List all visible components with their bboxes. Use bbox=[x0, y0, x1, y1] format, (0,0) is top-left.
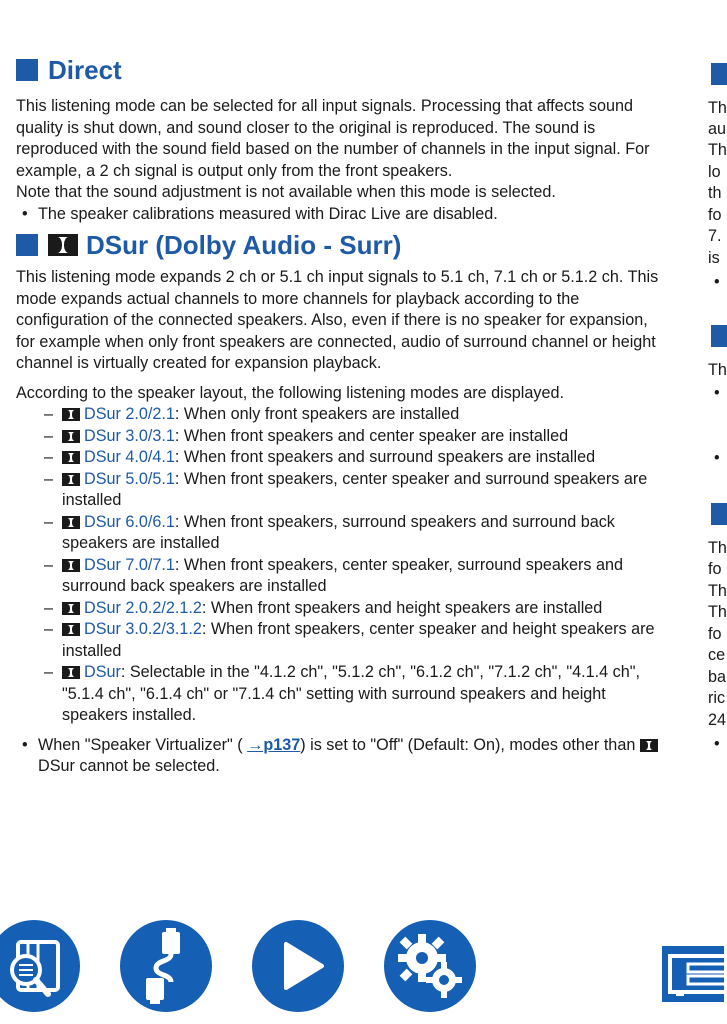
mode-name[interactable]: DSur 2.0.2/2.1.2 bbox=[84, 598, 202, 617]
dsur-title: DSur (Dolby Audio - Surr) bbox=[86, 230, 402, 260]
fragment-text: ric bbox=[708, 689, 726, 707]
mode-name[interactable]: DSur 3.0.2/3.1.2 bbox=[84, 620, 202, 638]
dolby-logo-icon bbox=[62, 451, 80, 464]
heading-square-icon bbox=[16, 234, 38, 256]
fragment-text: 24 bbox=[708, 711, 727, 729]
fragment-text: 7. bbox=[708, 227, 722, 245]
fragment-text: Th bbox=[708, 582, 727, 600]
mode-desc: : Selectable in the "4.1.2 ch", "5.1.2 ch", "6.1.2 ch", "7.1.2 ch", "4.1.4 ch", "5.1.4 ch", "6.1.4 ch" or "7.1.4 ch" setting with surround speakers and height speakers installed. bbox=[62, 663, 640, 724]
fragment-text: fo bbox=[708, 206, 722, 224]
fragment-text: au bbox=[708, 120, 727, 138]
heading-square-icon bbox=[711, 325, 727, 347]
fragment-text: • bbox=[714, 735, 720, 753]
mode-desc: : When front speakers, center speaker, surround speakers and surround back speakers are installed bbox=[62, 555, 623, 595]
manual-search-icon bbox=[0, 920, 80, 1012]
dolby-logo-icon bbox=[640, 739, 658, 752]
fragment-text: is bbox=[708, 249, 720, 267]
direct-note: Note that the sound adjustment is not available when this mode is selected. bbox=[16, 183, 556, 201]
mode-name[interactable]: DSur 3.0/3.1 bbox=[84, 426, 175, 445]
heading-square-icon bbox=[711, 63, 727, 85]
mode-item bbox=[44, 469, 666, 512]
direct-body: This listening mode can be selected for all input signals. Processing that affects sound quality is shut down, and sound closer to the original is reproduced. The sound is reproduced with the sound field based on the number of channels in the input signal. For example, a 2 ch signal is output only from the front speakers. bbox=[16, 97, 650, 180]
fragment-text: Th bbox=[708, 361, 727, 379]
settings-button[interactable] bbox=[384, 920, 476, 1012]
main-column bbox=[16, 54, 666, 778]
playback-button[interactable] bbox=[252, 920, 344, 1012]
mode-item bbox=[44, 426, 666, 448]
note-text: ) is set to "Off" (Default: On), modes other than bbox=[300, 735, 640, 754]
note-text: DSur cannot be selected. bbox=[38, 757, 220, 775]
dolby-logo-icon bbox=[62, 430, 80, 443]
fragment-text: th bbox=[708, 184, 722, 202]
mode-desc: : When front speakers, center speaker and height speakers are installed bbox=[62, 620, 655, 660]
play-icon bbox=[252, 920, 344, 1012]
virtualizer-note bbox=[16, 735, 666, 778]
mode-name[interactable]: DSur bbox=[84, 663, 121, 681]
mode-name[interactable]: DSur 5.0/5.1 bbox=[84, 469, 175, 488]
fragment-text: ba bbox=[708, 668, 727, 686]
dolby-logo-icon bbox=[62, 602, 80, 615]
fragment-text: ce bbox=[708, 646, 726, 664]
mode-desc: : When front speakers and surround speakers are installed bbox=[174, 448, 596, 466]
dolby-logo-icon bbox=[62, 516, 80, 529]
mode-desc: : When only front speakers are installed bbox=[174, 405, 460, 423]
connections-button[interactable] bbox=[120, 920, 212, 1012]
mode-name[interactable]: DSur 7.0/7.1 bbox=[84, 555, 175, 574]
mode-item bbox=[44, 619, 666, 662]
fragment-text: Th bbox=[708, 603, 727, 621]
mode-desc: : When front speakers, center speaker and surround speakers are installed bbox=[62, 469, 648, 509]
mode-item bbox=[44, 555, 666, 598]
fragment-text: Th bbox=[708, 99, 727, 117]
page-link[interactable]: →p137 bbox=[247, 735, 301, 754]
page-icon bbox=[662, 946, 724, 1002]
fragment-text: Th bbox=[708, 539, 727, 557]
fragment-text: • bbox=[714, 273, 720, 291]
fragment-text: • bbox=[714, 384, 720, 402]
mode-item bbox=[44, 447, 666, 469]
mode-item bbox=[44, 512, 666, 555]
mode-name[interactable]: DSur 6.0/6.1 bbox=[84, 512, 175, 531]
mode-list bbox=[16, 404, 666, 727]
direct-title: Direct bbox=[48, 55, 122, 85]
dolby-logo-icon bbox=[62, 666, 80, 679]
fragment-text: lo bbox=[708, 163, 721, 181]
fragment-text: fo bbox=[708, 560, 722, 578]
heading-square-icon bbox=[711, 503, 727, 525]
dolby-logo-icon bbox=[62, 559, 80, 572]
gear-icon bbox=[384, 920, 476, 1012]
mode-desc: : When front speakers and center speaker are installed bbox=[174, 426, 569, 445]
fragment-text: • bbox=[714, 449, 720, 467]
mode-name[interactable]: DSur 2.0/2.1 bbox=[84, 405, 175, 423]
heading-square-icon bbox=[16, 59, 38, 81]
right-column-fragment bbox=[708, 0, 727, 1024]
dolby-logo-icon bbox=[48, 234, 78, 256]
dsur-intro: According to the speaker layout, the following listening modes are displayed. bbox=[16, 383, 564, 402]
fragment-text: Th bbox=[708, 141, 727, 159]
dolby-logo-icon bbox=[62, 408, 80, 421]
dsur-heading bbox=[16, 229, 666, 261]
dsur-body: This listening mode expands 2 ch or 5.1 ch input signals to 5.1 ch, 7.1 ch or 5.1.2 ch. This mode expands actual channels to more channels for playback according to the configuration of the connected speakers. Also, even if there is no speaker for expansion, for example when only front speakers are connected, audio of surround channel or height channel is virtually created for expansion playback. bbox=[16, 268, 659, 372]
next-page-button[interactable] bbox=[662, 946, 724, 1002]
note-text: When "Speaker Virtualizer" ( bbox=[38, 735, 248, 754]
mode-name[interactable]: DSur 4.0/4.1 bbox=[84, 448, 175, 466]
fragment-text: fo bbox=[708, 625, 722, 643]
mode-desc: : When front speakers and height speakers are installed bbox=[201, 598, 603, 617]
connections-icon bbox=[120, 920, 212, 1012]
mode-item bbox=[44, 662, 666, 727]
mode-item bbox=[44, 598, 666, 620]
mode-item bbox=[44, 404, 666, 426]
mode-desc: : When front speakers, surround speakers and surround back speakers are installed bbox=[62, 512, 615, 552]
dolby-logo-icon bbox=[62, 473, 80, 486]
direct-heading bbox=[16, 54, 666, 86]
direct-bullet: • The speaker calibrations measured with Dirac Live are disabled. bbox=[16, 204, 666, 226]
dolby-logo-icon bbox=[62, 623, 80, 636]
manual-search-button[interactable] bbox=[0, 920, 80, 1012]
